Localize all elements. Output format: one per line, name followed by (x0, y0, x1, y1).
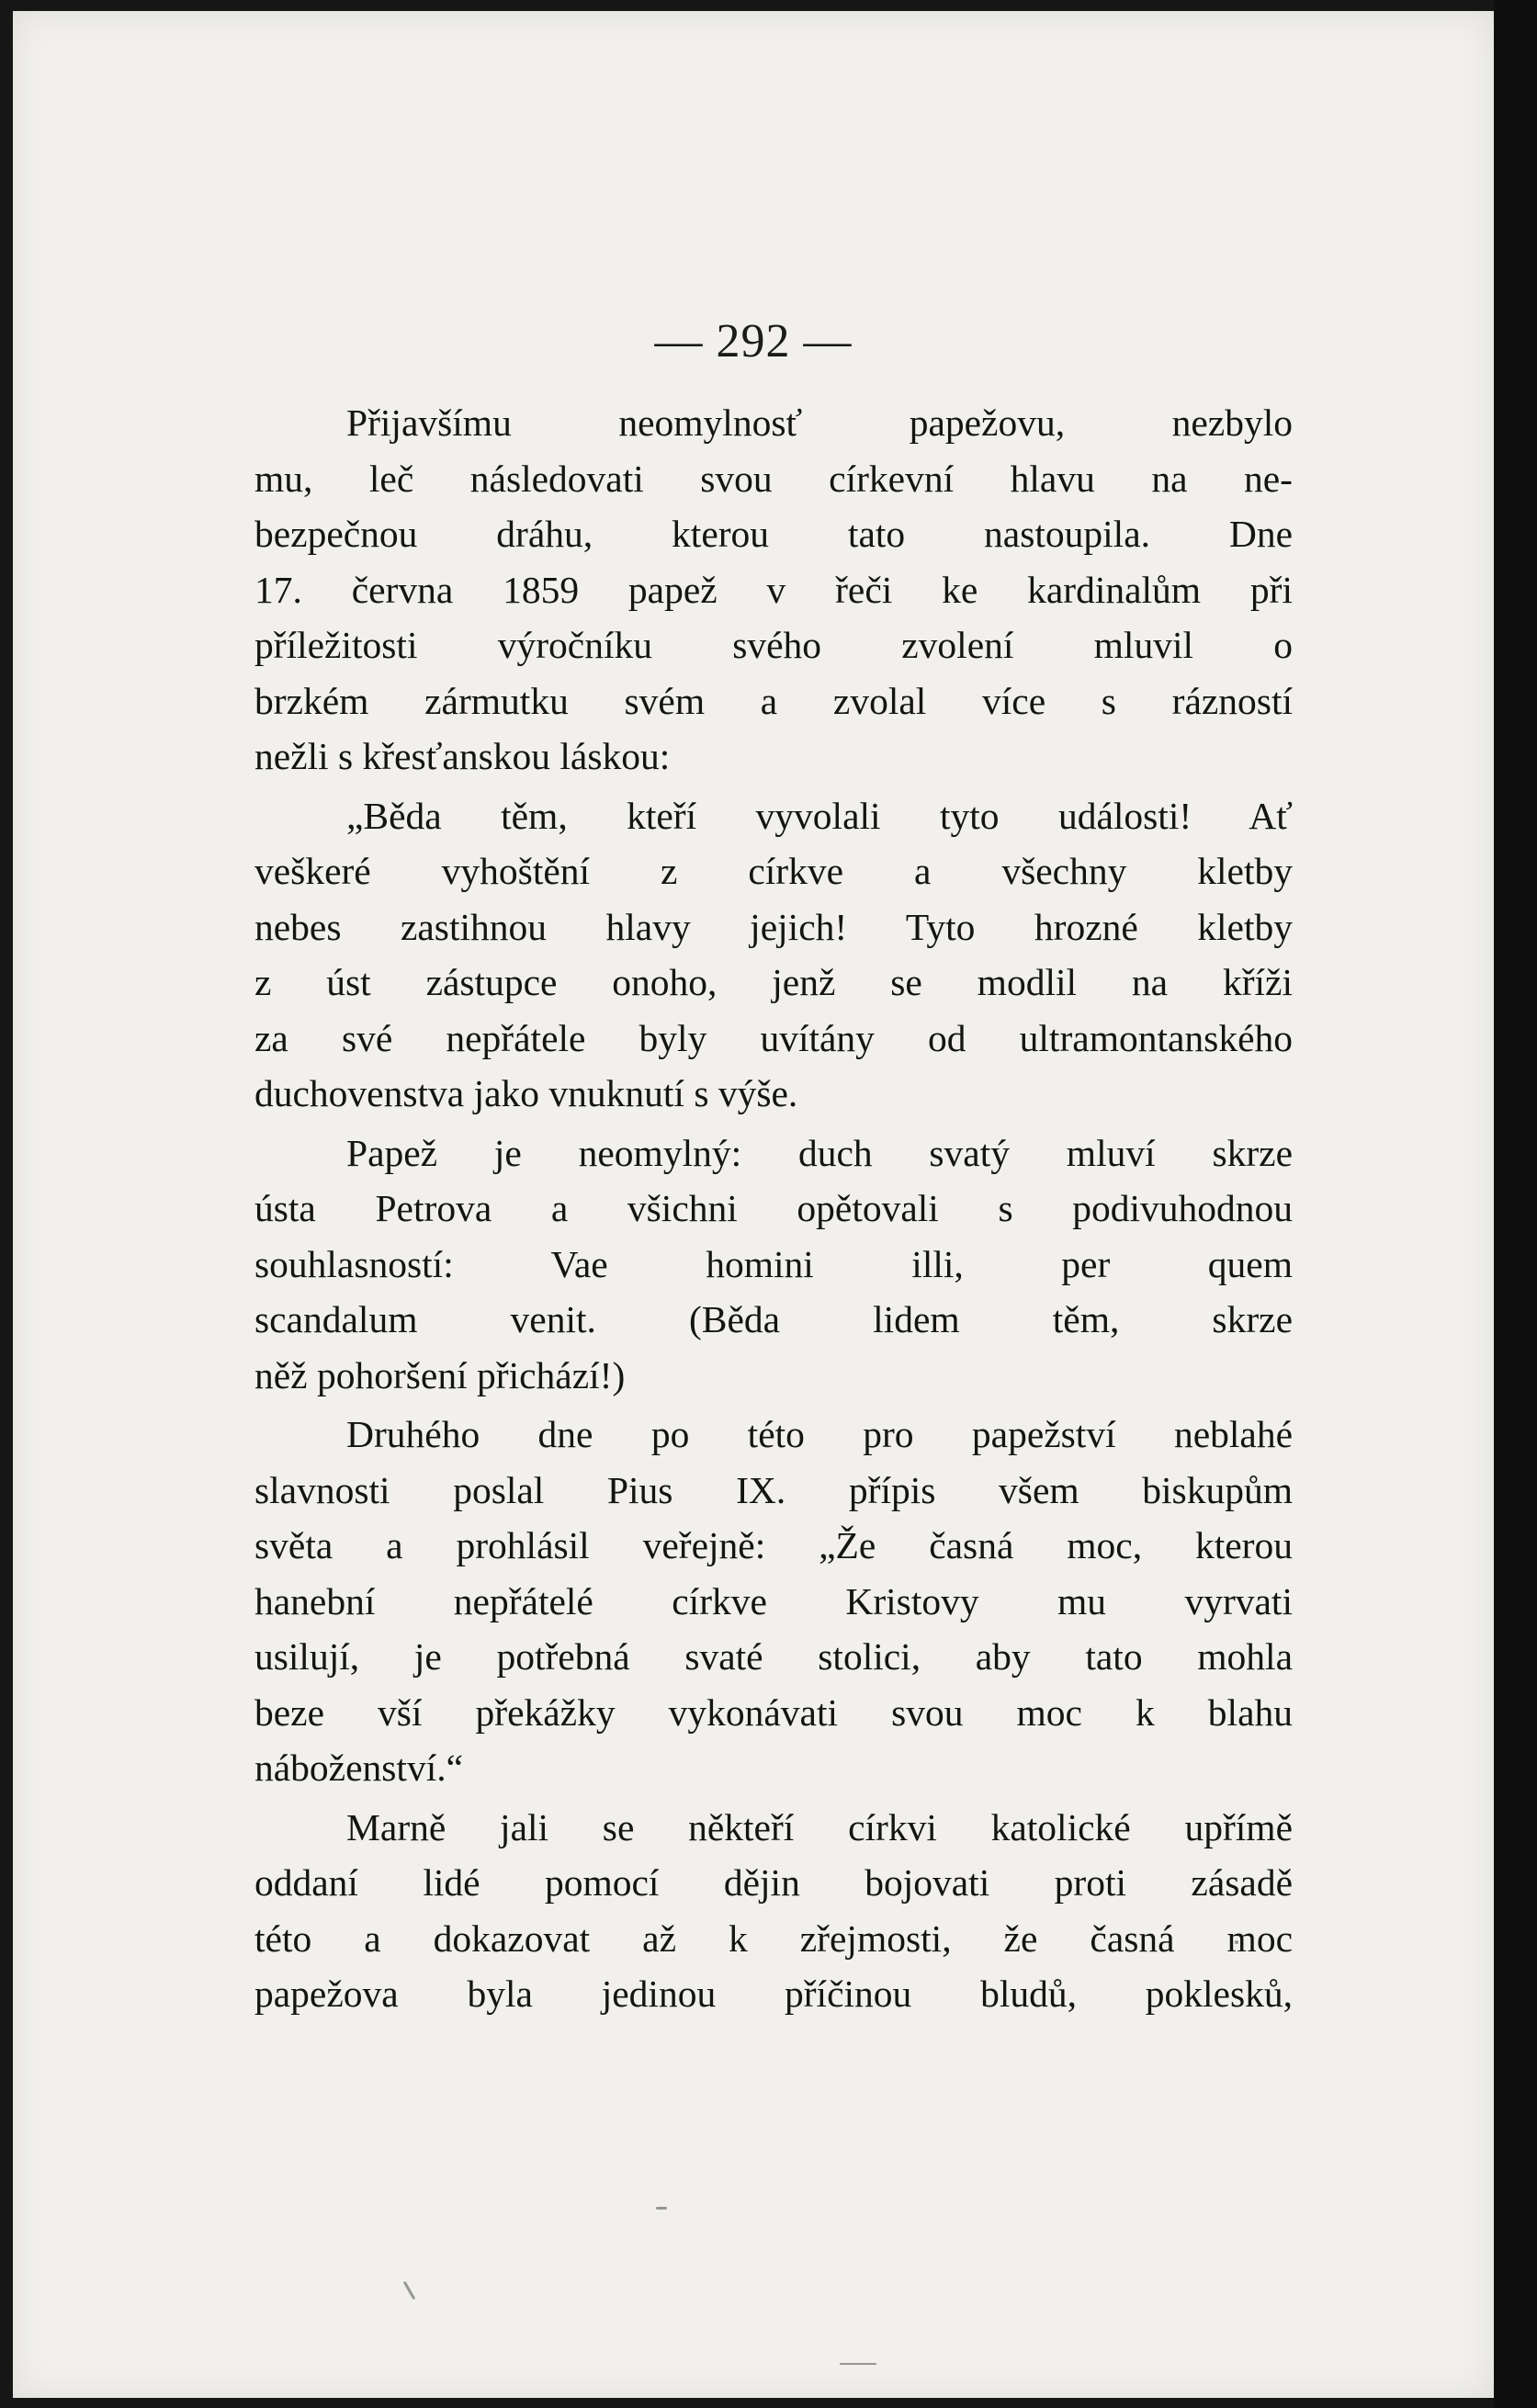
text-line: této a dokazovat až k zřejmosti, že časná moc (254, 1916, 1293, 1960)
text-line: souhlasností: Vae homini illi, per quem (254, 1242, 1293, 1285)
body-text (254, 395, 1293, 2026)
text-line: scandalum venit. (Běda lidem těm, skrze (254, 1298, 1293, 1340)
paragraph-3 (254, 1125, 1293, 1404)
text-line: z úst zástupce onoho, jenž se modlil na kříži (254, 961, 1293, 1003)
text-line: příležitosti výročníku svého zvolení mluvil o (254, 624, 1293, 666)
text-line: brzkém zármutku svém a zvolal více s rázností (254, 679, 1293, 722)
text-line: slavnosti poslal Pius IX. přípis všem biskupům (254, 1468, 1293, 1511)
paragraph-1 (254, 395, 1293, 785)
text-line: beze vší překážky vykonávati svou moc k blahu (254, 1690, 1293, 1734)
page-number: — 292 — (654, 315, 853, 367)
text-line: za své nepřátele byly uvítány od ultramontanského (254, 1016, 1293, 1059)
scan-edge-strip (1494, 0, 1537, 2408)
text-line: papežova byla jedinou příčinou bludů, poklesků, (254, 1973, 1293, 2015)
text-line: 17. června 1859 papež v řeči ke kardinalům při (254, 568, 1293, 611)
text-line: světa a prohlásil veřejně: „Že časná moc, kterou (254, 1524, 1293, 1566)
text-line: oddaní lidé pomocí dějin bojovati proti zásadě (254, 1861, 1293, 1904)
text-line: ústa Petrova a všichni opětovali s podivuhodnou (254, 1187, 1293, 1229)
text-line: něž pohoršení přichází!) (254, 1353, 626, 1396)
text-line: Druhého dne po této pro papežství neblahé (346, 1413, 1293, 1455)
text-line: nebes zastihnou hlavy jejich! Tyto hrozné kletby (254, 905, 1293, 948)
text-line: Přijavšímu neomylnosť papežovu, nezbylo (346, 401, 1293, 444)
paragraph-4 (254, 1407, 1293, 1796)
text-line: hanební nepřátelé církve Kristovy mu vyrvati (254, 1579, 1293, 1622)
text-line: náboženství.“ (254, 1747, 464, 1789)
dust-speck (656, 2207, 667, 2210)
paragraph-2 (254, 788, 1293, 1122)
text-line: mu, leč následovati svou církevní hlavu na ne- (254, 457, 1293, 500)
paragraph-5 (254, 1800, 1293, 2022)
text-line: veškeré vyhoštění z církve a všechny kletby (254, 850, 1293, 892)
text-line: Papež je neomylný: duch svatý mluví skrze (346, 1131, 1293, 1174)
dust-speck (840, 2363, 876, 2365)
dust-speck (403, 2281, 416, 2301)
text-line: „Běda těm, kteří vyvolali tyto události! Ať (346, 794, 1293, 837)
text-line: duchovenstva jako vnuknutí s výše. (254, 1072, 798, 1114)
text-line: nežli s křesťanskou láskou: (254, 735, 671, 777)
text-line: bezpečnou dráhu, kterou tato nastoupila. Dne (254, 513, 1293, 555)
text-line: usilují, je potřebná svaté stolici, aby tato mohla (254, 1635, 1293, 1678)
text-line: Marně jali se někteří církvi katolické upřímě (346, 1805, 1293, 1848)
